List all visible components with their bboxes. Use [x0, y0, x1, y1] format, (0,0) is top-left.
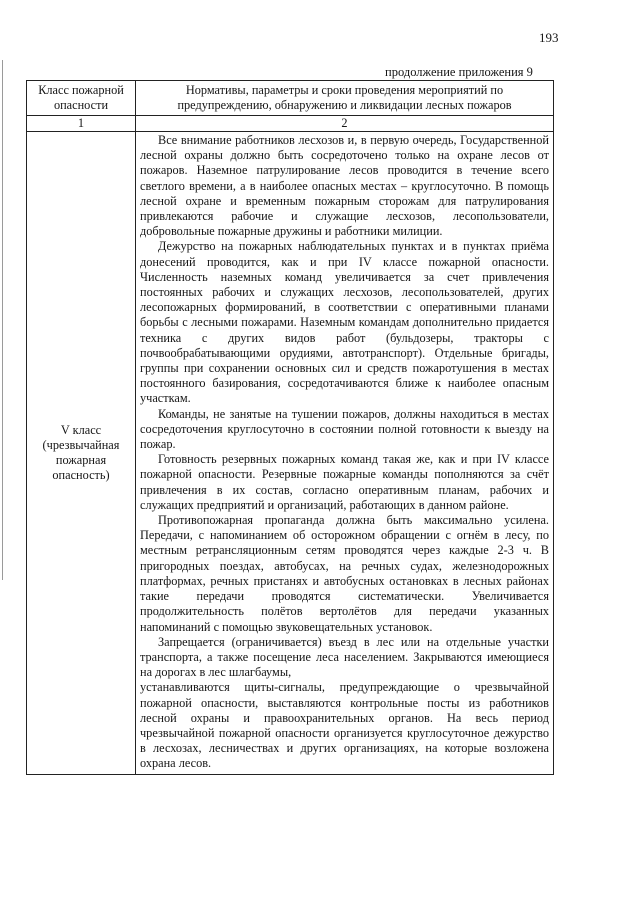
page-edge-line: [2, 60, 3, 580]
table-row: [27, 132, 554, 775]
regulations-table: [26, 80, 554, 775]
header-fire-class: Класс пожарной опасности: [27, 81, 136, 116]
column-number-2: 2: [136, 116, 554, 132]
paragraph: Дежурство на пожарных наблюдательных пунктах и в пунктах приёма донесений проводится, как и при IV классе пожарной опасности. Численность наземных команд увеличивается за счет привлечения постоянных рабочих и служащих лесхозов, лесопользователей, других лесопожарных формирований, в соответствии с оперативными планами борьбы с лесными пожарами. Наземным командам дополнительно придается техника с других видов работ (бульдозеры, тракторы с почвообрабатывающими орудиями, автотранспорт). Отдельные бригады, группы при сохранении основных сил и средств пожаротушения в местах постоянного базирования, сосредотачиваются ближе к наиболее опасным участкам.: [140, 239, 549, 406]
fire-class-label: V класс (чрезвычайная пожарная опасность): [27, 132, 136, 775]
paragraph: устанавливаются щиты-сигналы, предупреждающие о чрезвычайной пожарной опасности, выставляются контрольные посты из работников лесной охраны и правоохранительных органов. На весь период чрезвычайной пожарной опасности организуется круглосуточное дежурство в лесхозах, лесничествах и других организациях, на которые возложена охрана лесов.: [140, 680, 549, 771]
page-number: 193: [539, 30, 559, 45]
header-standards: Нормативы, параметры и сроки проведения мероприятий по предупреждению, обнаружению и ликвидации лесных пожаров: [136, 81, 554, 116]
continuation-caption: продолжение приложения 9: [385, 65, 533, 79]
paragraph: Команды, не занятые на тушении пожаров, должны находиться в местах сосредоточения круглосуточно в состоянии полной готовности к выезду на пожар.: [140, 406, 549, 452]
paragraph: Готовность резервных пожарных команд такая же, как и при IV классе пожарной опасности. Резервные пожарные команды пополняются за счёт привлечения в их состав, согласно оперативным планам, рабочих и служащих предприятий и организаций, работающих в данном районе.: [140, 452, 549, 512]
column-number-1: 1: [27, 116, 136, 132]
paragraph: Противопожарная пропаганда должна быть максимально усилена. Передачи, с напоминанием об осторожном обращении с огнём в лесу, по местным ретрансляционным сетям проводятся через каждые 2-3 ч. В пригородных поездах, автобусах, на речных судах, железнодорожных платформах, речных пристанях и автобусных остановках в лесных районах такие передачи проводятся систематически. Увеличивается продолжительность полётов вертолётов для передачи указанных напоминаний с помощью звуковещательных установок.: [140, 513, 549, 634]
paragraph: Все внимание работников лесхозов и, в первую очередь, Государственной лесной охраны должно быть сосредоточено только на охране лесов от пожаров. Наземное патрулирование лесов проводится в течение всего светлого времени, а в наиболее опасных местах – круглосуточно. В помощь лесной охране и временным пожарным сторожам для патрулирования привлекаются рабочие и служащие лесхозов, лесопользователи, добровольные пожарные дружины и работники милиции.: [140, 133, 549, 239]
table-header-row: [27, 81, 554, 116]
measures-text: [136, 132, 554, 775]
table-column-number-row: [27, 116, 554, 132]
paragraph: Запрещается (ограничивается) въезд в лес или на отдельные участки транспорта, а также посещение леса населением. Закрываются имеющиеся на дорогах в лес шлагбаумы,: [140, 634, 549, 680]
